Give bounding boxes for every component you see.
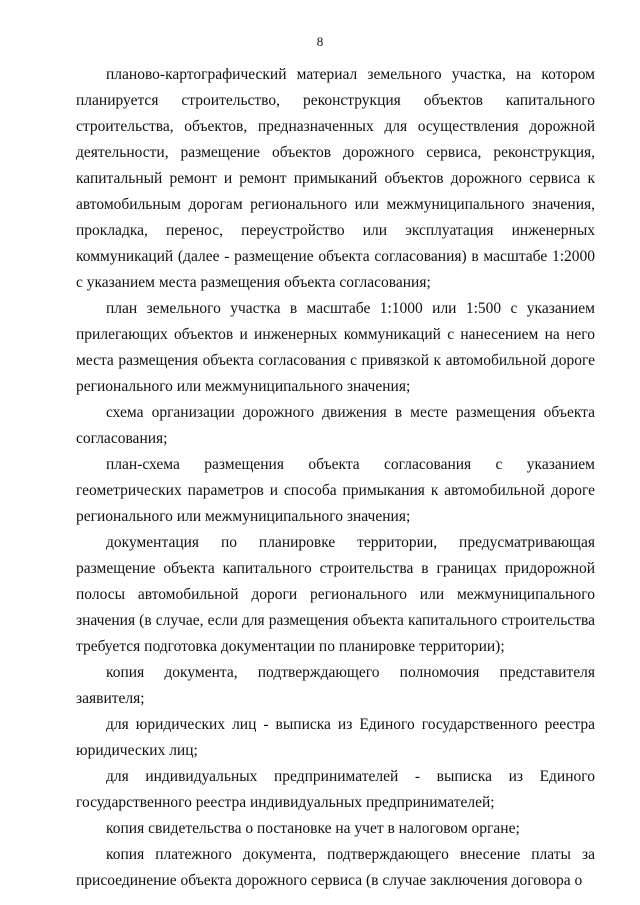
paragraph: копия документа, подтверждающего полномочия представителя заявителя; [76,664,595,707]
paragraph: копия свидетельства о постановке на учет в налоговом органе; [106,820,520,837]
paragraph: для юридических лиц - выписка из Единого государственного реестра юридических лиц; [76,716,595,759]
paragraph: план земельного участка в масштабе 1:1000 или 1:500 с указанием прилегающих объектов и инженерных коммуникаций с нанесением на него места размещения объекта согласования с привязкой к автомобильной дороге регионального или межмуниципального значения; [76,300,595,395]
paragraph: копия платежного документа, подтверждающего внесение платы за присоединение объекта дорожного сервиса (в случае заключения договора о [76,846,595,889]
paragraph: план-схема размещения объекта согласования с указанием геометрических параметров и способа примыкания к автомобильной дороге регионального или межмуниципального значения; [76,456,595,525]
document-body [76,62,595,894]
paragraph: планово-картографический материал земельного участка, на котором планируется строительство, реконструкция объектов капитального строительства, объектов, предназначенных для осуществления дорожной деятельности, размещение объектов дорожного сервиса, реконструкция, капитальный ремонт и ремонт примыканий объектов дорожного сервиса к автомобильным дорогам регионального или межмуниципального значения, прокладка, перенос, переустройство или эксплуатация инженерных коммуникаций (далее - размещение объекта согласования) в масштабе 1:2000 с указанием места размещения объекта согласования; [76,66,595,291]
page-number: 8 [316,34,324,49]
paragraph: документация по планировке территории, предусматривающая размещение объекта капитального строительства в границах придорожной полосы автомобильной дороги регионального или межмуниципального значения (в случае, если для размещения объекта капитального строительства требуется подготовка документации по планировке территории); [76,534,595,655]
paragraph: схема организации дорожного движения в месте размещения объекта согласования; [76,404,595,447]
paragraph: для индивидуальных предпринимателей - выписка из Единого государственного реестра индивидуальных предпринимателей; [76,768,595,811]
